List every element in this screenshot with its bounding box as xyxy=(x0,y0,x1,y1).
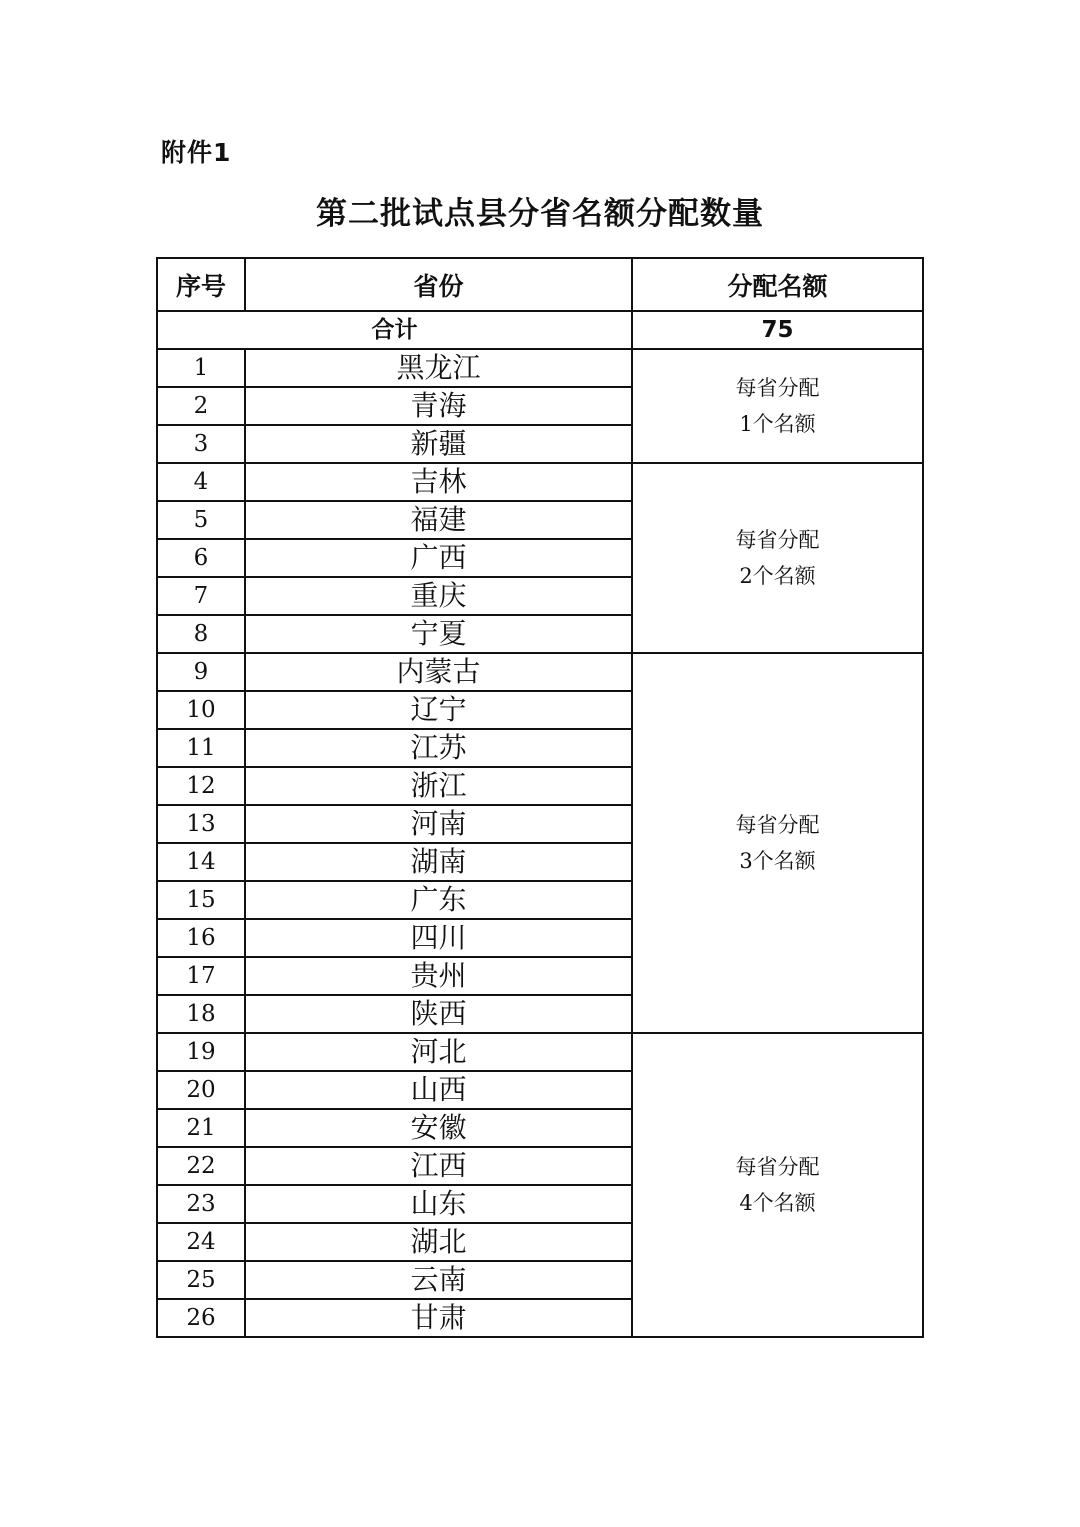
header-index: 序号 xyxy=(157,258,245,311)
table-row xyxy=(157,1033,923,1071)
row-province: 河南 xyxy=(245,805,632,843)
row-province: 贵州 xyxy=(245,957,632,995)
total-label: 合计 xyxy=(157,311,632,349)
row-index: 20 xyxy=(157,1071,245,1109)
table-total-row xyxy=(157,311,923,349)
row-province: 江西 xyxy=(245,1147,632,1185)
row-index: 16 xyxy=(157,919,245,957)
header-allocation: 分配名额 xyxy=(632,258,923,311)
row-province: 福建 xyxy=(245,501,632,539)
row-province: 浙江 xyxy=(245,767,632,805)
row-province: 湖北 xyxy=(245,1223,632,1261)
quota-table xyxy=(156,257,924,1338)
row-index: 3 xyxy=(157,425,245,463)
row-province: 山西 xyxy=(245,1071,632,1109)
row-province: 河北 xyxy=(245,1033,632,1071)
row-index: 14 xyxy=(157,843,245,881)
row-index: 23 xyxy=(157,1185,245,1223)
allocation-group xyxy=(632,1033,923,1337)
allocation-group-label: 每省分配 4个名额 xyxy=(735,1155,820,1215)
row-index: 11 xyxy=(157,729,245,767)
table-row xyxy=(157,463,923,501)
row-index: 26 xyxy=(157,1299,245,1337)
allocation-group xyxy=(632,463,923,653)
row-index: 19 xyxy=(157,1033,245,1071)
row-index: 15 xyxy=(157,881,245,919)
row-province: 宁夏 xyxy=(245,615,632,653)
row-index: 12 xyxy=(157,767,245,805)
row-province: 青海 xyxy=(245,387,632,425)
table-row xyxy=(157,653,923,691)
allocation-group xyxy=(632,349,923,463)
row-index: 8 xyxy=(157,615,245,653)
allocation-group-label: 每省分配 2个名额 xyxy=(735,528,820,588)
row-index: 10 xyxy=(157,691,245,729)
row-index: 5 xyxy=(157,501,245,539)
row-index: 25 xyxy=(157,1261,245,1299)
row-province: 黑龙江 xyxy=(245,349,632,387)
header-province: 省份 xyxy=(245,258,632,311)
row-index: 4 xyxy=(157,463,245,501)
total-value: 75 xyxy=(632,311,923,349)
allocation-group-label: 每省分配 3个名额 xyxy=(735,813,820,873)
row-index: 21 xyxy=(157,1109,245,1147)
row-index: 6 xyxy=(157,539,245,577)
row-index: 2 xyxy=(157,387,245,425)
row-province: 内蒙古 xyxy=(245,653,632,691)
row-province: 广西 xyxy=(245,539,632,577)
row-index: 7 xyxy=(157,577,245,615)
row-province: 山东 xyxy=(245,1185,632,1223)
row-index: 1 xyxy=(157,349,245,387)
row-province: 云南 xyxy=(245,1261,632,1299)
row-index: 24 xyxy=(157,1223,245,1261)
row-index: 22 xyxy=(157,1147,245,1185)
row-province: 江苏 xyxy=(245,729,632,767)
table-row xyxy=(157,349,923,387)
row-province: 吉林 xyxy=(245,463,632,501)
row-index: 17 xyxy=(157,957,245,995)
allocation-group-label: 每省分配 1个名额 xyxy=(735,376,820,436)
attachment-label: 附件1 xyxy=(161,138,232,167)
row-province: 湖南 xyxy=(245,843,632,881)
row-index: 13 xyxy=(157,805,245,843)
row-province: 广东 xyxy=(245,881,632,919)
quota-table-body xyxy=(157,258,923,1337)
row-province: 四川 xyxy=(245,919,632,957)
allocation-group xyxy=(632,653,923,1033)
table-header-row xyxy=(157,258,923,311)
row-province: 新疆 xyxy=(245,425,632,463)
row-province: 辽宁 xyxy=(245,691,632,729)
page-title: 第二批试点县分省名额分配数量 xyxy=(316,196,764,232)
row-index: 9 xyxy=(157,653,245,691)
row-province: 安徽 xyxy=(245,1109,632,1147)
row-province: 甘肃 xyxy=(245,1299,632,1337)
row-index: 18 xyxy=(157,995,245,1033)
row-province: 重庆 xyxy=(245,577,632,615)
row-province: 陕西 xyxy=(245,995,632,1033)
